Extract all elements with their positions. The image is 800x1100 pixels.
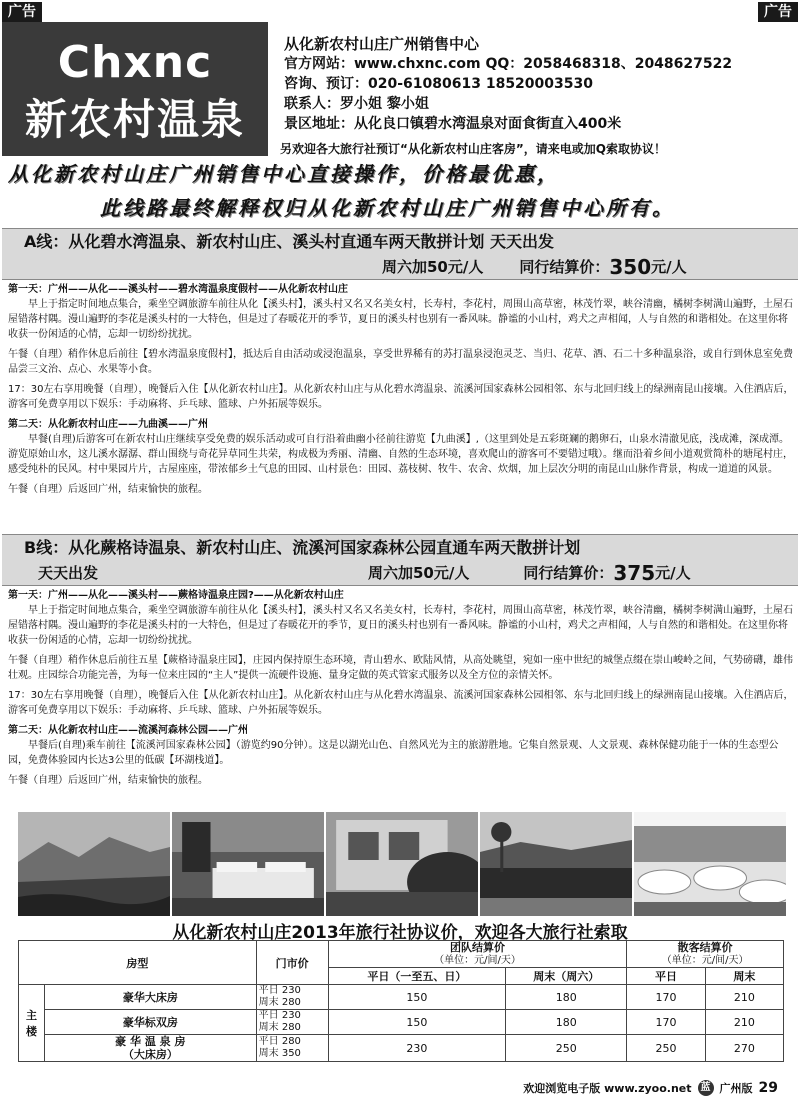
group-price-unit: （单位：元/间/天） [434,955,521,966]
scenic-address: 景区地址：从化良口镇碧水湾温泉对面食街直入400米 [284,116,622,132]
agency-notice: 另欢迎各大旅行社预订“从化新农村山庄客房”，请来电或加Q索取协议！ [280,142,666,156]
col-retail-price [627,941,784,968]
room-name-main: 豪 华 温 泉 房 [115,1035,186,1048]
building-main: 主楼 [19,985,45,1062]
gate-weekday: 平日 230 [258,985,301,996]
photo-strip [18,812,786,916]
brand-logo [2,22,268,156]
route-b-day2-return: 午餐（自理）后返回广州，结束愉快的旅程。 [8,775,208,786]
col-group-weekday: 平日（一至五、日） [328,968,506,985]
room-name [45,1035,257,1062]
table-row [19,985,784,1010]
route-a-peer-price: 350 [609,255,652,279]
ad-label-left: 广告 [2,2,42,22]
route-b-peer-unit: 元/人 [655,564,691,582]
retail-price-label: 散客结算价 [677,941,733,954]
retail-weekend-price: 270 [705,1035,783,1062]
page-footer [523,1080,778,1096]
route-b-title: B线：从化蕨格诗温泉、新农村山庄、流溪河国家森林公园直通车两天散拼计划 [24,538,581,557]
col-gate-price: 门市价 [256,941,328,985]
footer-edition: 广州版 [719,1082,753,1095]
route-a-itinerary [8,282,794,502]
retail-weekend-price: 210 [705,985,783,1010]
route-b-day1-evening: 17：30左右享用晚餐（自理），晚餐后入住【从化新农村山庄】。从化新农村山庄与从化碧水湾温泉、流溪河国家森林公园相邻、东与北回归线上的绿洲南昆山接壤。入住酒店后，游客可免费享用以下娱乐：手动麻将、乒乓球、篮球、户外拓展等娱乐。 [8,690,794,716]
group-weekday-price: 230 [328,1035,506,1062]
gate-price [256,1010,328,1035]
group-weekend-price: 180 [506,985,627,1010]
col-group-weekend: 周末（周六） [506,968,627,985]
col-retail-weekday: 平日 [627,968,705,985]
photo-banquet-hall [634,812,786,916]
route-b-day1-morning: 早上于指定时间地点集合，乘坐空调旅游车前往从化【溪头村】，溪头村又名又名美女村，长寿村，李花村，周围山高草密，林茂竹翠，峡谷清幽，橘树李树满山遍野，土屋石屋错落村隅。漫山遍野的李花是溪头村的一大特色，但是过了春暖花开的季节，夏日的溪头村也别有一番风味。静谧的小山村，鸡犬之声相闻，人与自然的和谐相处。在这里你将收获一份闲适的心情，忘却一切纷纷扰扰。 [8,605,793,646]
gate-weekend: 周末 350 [258,1048,301,1059]
room-name-sub: （大床房） [122,1048,178,1061]
group-weekend-price: 250 [506,1035,627,1062]
route-a-day1-afternoon: 午餐（自理）稍作休息后前往【碧水湾温泉度假村】，抵达后自由活动或浸泡温泉，享受世界稀有的苏打温泉浸泡灵芝、当归、花草、酒、石二十多种温泉浴，或自行到休息室免费品尝三文治、点心、水果等小食。 [8,349,793,375]
route-b-header [2,534,798,586]
route-a-day2-return: 午餐（自理）后返回广州，结束愉快的旅程。 [8,484,208,495]
gate-price [256,985,328,1010]
footer-website[interactable]: 欢迎浏览电子版 www.zyoo.net [523,1082,692,1095]
group-weekday-price: 150 [328,1010,506,1035]
route-b-day1-header: 第一天：广州——从化——溪头村——蕨格诗温泉庄园?——从化新农村山庄 [8,590,344,601]
room-name: 豪华标双房 [45,1010,257,1035]
header-contact-info [284,34,798,134]
retail-weekday-price: 170 [627,1010,705,1035]
gate-weekday: 平日 280 [258,1036,301,1047]
route-b-daily: 天天出发 [38,564,99,582]
slogan-line-2: 此线路最终解释权归从化新农村山庄广州销售中心所有。 [100,196,675,220]
table-row [19,1010,784,1035]
photo-mountain-landscape [18,812,170,916]
route-a-day1-header: 第一天：广州——从化——溪头村——碧水湾温泉度假村——从化新农村山庄 [8,284,348,295]
route-a-peer-label: 同行结算价： [519,258,610,276]
gate-price [256,1035,328,1062]
route-a-price [2,255,798,279]
route-b-day2-morning: 早餐后(自理)乘车前往【流溪河国家森林公园】（游览约90分钟）。这是以湖光山色、自然风光为主的旅游胜地。它集自然景观、人文景观、森林保健功能于一体的生态型公园，免费体验园内长达3公里的低碳【环湖栈道】。 [8,740,779,766]
route-a-day2-header: 第二天：从化新农村山庄——九曲溪——广州 [8,419,208,430]
sales-center-title: 从化新农村山庄广州销售中心 [284,35,480,53]
ad-label-right: 广告 [758,2,798,22]
group-weekday-price: 150 [328,985,506,1010]
group-price-label: 团队结算价 [450,941,505,954]
route-a-peer-unit: 元/人 [651,258,687,276]
photo-hotel-room [172,812,324,916]
route-a-title: A线：从化碧水湾温泉、新农村山庄、溪头村直通车两天散拼计划 天天出发 [24,232,554,251]
table-row [19,1035,784,1062]
route-a-header [2,228,798,280]
retail-weekday-price: 170 [627,985,705,1010]
route-a-day1-morning: 早上于指定时间地点集合，乘坐空调旅游车前往从化【溪头村】，溪头村又名又名美女村，长寿村，李花村，周围山高草密，林茂竹翠，峡谷清幽，橘树李树满山遍野，土屋石屋错落村隅。漫山遍野的李花是溪头村的一大特色，但是过了春暖花开的季节，夏日的溪头村也别有一番风味。静谧的小山村，鸡犬之声相闻，人与自然的和谐相处。在这里你将收获一份闲适的心情，忘却一切纷纷扰扰。 [8,299,793,340]
route-b-itinerary [8,588,794,793]
route-b-day2-header: 第二天：从化新农村山庄——流溪河森林公园——广州 [8,725,248,736]
gate-weekend: 周末 280 [258,1022,301,1033]
retail-weekend-price: 210 [705,1010,783,1035]
room-rates-table [18,940,784,1062]
room-name: 豪华大床房 [45,985,257,1010]
retail-price-unit: （单位：元/间/天） [661,955,749,966]
phone-line: 咨询、预订：020-61080613 18520003530 [284,76,593,92]
route-b-price [2,561,798,585]
route-b-peer-label: 同行结算价： [523,564,614,582]
col-room-type: 房型 [19,941,257,985]
contact-person: 联系人：罗小姐 黎小姐 [284,96,429,112]
route-b-peer-price: 375 [613,561,656,585]
website-qq[interactable]: 官方网站：www.chxnc.com QQ：2058468318、2048627522 [284,56,733,72]
price-table-title: 从化新农村山庄2013年旅行社协议价，欢迎各大旅行社索取 [172,923,628,943]
gate-weekend: 周末 280 [258,997,301,1008]
route-a-weekend: 周六加50元/人 [382,258,484,276]
route-a-day2-morning: 早餐(自理)后游客可在新农村山庄继续享受免费的娱乐活动或可自行沿着曲幽小径前往游览【九曲溪】,（这里到处是五彩斑斓的鹅卵石，山泉水清澈见底，浅成滩，深成潭。游览原始山水，这儿溪水潺潺、群山围绕与奇花异草同生共荣，构成极为秀丽、清幽、自然的生态环境，喜欢爬山的游客可不要错过哦）。继而沿着乡间小道观赏简朴的塘尾村庄，感受纯朴的民风。村中果园片片，古屋座座，带浓郁乡土气息的田园、山村景色：田园、荔枝树、牧牛、农舍、炊烟，加上层次分明的南昆山山脉作背景，构成一道道的风景。 [8,434,793,475]
col-group-price [328,941,627,968]
group-weekend-price: 180 [506,1010,627,1035]
route-b-weekend: 周六加50元/人 [368,564,470,582]
photo-resort-building [326,812,478,916]
gate-weekday: 平日 230 [258,1010,301,1021]
route-b-day1-afternoon: 午餐（自理）稍作休息后前往五星【蕨格诗温泉庄园】，庄园内保持原生态环境，青山碧水、欧陆风情，从高处眺望，宛如一座中世纪的城堡点缀在崇山峻岭之间，气势磅礴，雄伟壮观。庄园综合功能完善，为每一位来庄园的“主人”提供一流硬件设施、量身定做的英式管家式服务以及全方位的亲情关怀。 [8,655,793,681]
col-retail-weekend: 周末 [705,968,783,985]
retail-weekday-price: 250 [627,1035,705,1062]
logo-english: Chxnc [57,37,213,88]
route-a-day1-evening: 17：30左右享用晚餐（自理），晚餐后入住【从化新农村山庄】。从化新农村山庄与从化碧水湾温泉、流溪河国家森林公园相邻、东与北回归线上的绿洲南昆山接壤。入住酒店后，游客可免费享用以下娱乐：手动麻将、乒乓球、篮球、户外拓展等娱乐。 [8,384,794,410]
photo-pool-garden [480,812,632,916]
logo-chinese: 新农村温泉 [24,95,245,144]
zyoo-logo-icon: 蓝 [698,1080,714,1096]
slogan-line-1: 从化新农村山庄广州销售中心直接操作，价格最优惠， [8,162,560,186]
page-number: 29 [758,1080,778,1096]
